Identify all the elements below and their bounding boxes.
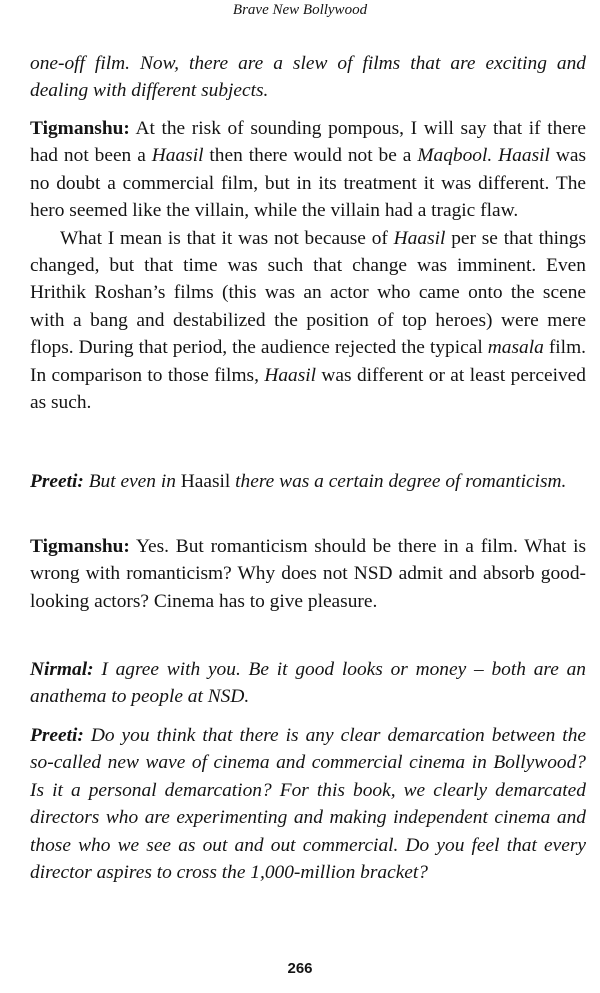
speaker-label: Preeti: xyxy=(30,471,84,492)
text-run: But even in xyxy=(83,471,181,492)
text-line: one-off film. Now, there are a slew of films that are exciting and xyxy=(30,53,586,74)
italic-term: masala xyxy=(487,337,544,359)
text-line: dealing with different subjects. xyxy=(30,80,269,102)
speaker-label: Tigmanshu: xyxy=(30,118,130,139)
paragraph-tigmanshu-2 xyxy=(30,533,586,615)
text-run: then there would not be a xyxy=(203,145,418,167)
film-title: Haasil xyxy=(393,227,446,249)
speaker-label: Preeti: xyxy=(30,725,84,746)
film-title: Haasil xyxy=(180,471,231,492)
text-run: film. In comparison to those films, xyxy=(30,337,586,386)
paragraph-preeti-1 xyxy=(30,468,586,495)
text-run: was no doubt a commercial film, but in its treatment it was different. The hero seemed like the villain, while the villain had a tragic flaw. xyxy=(30,145,586,222)
paragraph-continuation xyxy=(30,50,586,105)
text-run: was different or at least perceived as such. xyxy=(30,364,586,414)
paragraph-tigmanshu-1 xyxy=(30,115,586,416)
film-title: Haasil xyxy=(264,364,317,386)
text-run: Yes. But romanticism should be there in a film. What is wrong with romanticism? Why does not NSD admit and absorb good-looking actors? Cinema has to give pleasure. xyxy=(30,536,586,612)
text-run: there was a certain degree of romanticism. xyxy=(230,471,567,492)
page-number: 266 xyxy=(287,960,313,977)
speaker-label: Tigmanshu: xyxy=(30,536,130,557)
speaker-label: Nirmal: xyxy=(30,659,94,680)
running-head: Brave New Bollywood xyxy=(232,2,368,18)
text-run: per se that things changed, but that time was such that change was imminent. Even Hrithik Roshan’s films (this was an actor who came onto the scene with a bang and destabilized the position of top heroes) were mere flops. During that period, the audience rejected the typical xyxy=(30,227,586,359)
film-title: Haasil xyxy=(151,145,204,167)
film-title: Haasil xyxy=(498,145,550,167)
paragraph-nirmal xyxy=(30,656,586,711)
text-run: At the risk of sounding pompous, I will say that if there had not been a xyxy=(30,118,586,167)
text-run: Do you think that there is any clear demarcation between the so-called new wave of cinema and commercial cinema in Bollywood? Is it a personal demarcation? For this book, we clearly demarcated directors who are experimenting and making independent cinema and those who we see as out and out commercial. Do you feel that every director aspires to cross the 1,000-million bracket? xyxy=(30,725,586,884)
paragraph-preeti-2 xyxy=(30,722,586,886)
text-run: What I mean is that it was not because of xyxy=(60,227,394,249)
text-run: I agree with you. Be it good looks or money – both are an anathema to people at NSD. xyxy=(30,659,586,708)
film-title: Maqbool. xyxy=(417,145,493,167)
